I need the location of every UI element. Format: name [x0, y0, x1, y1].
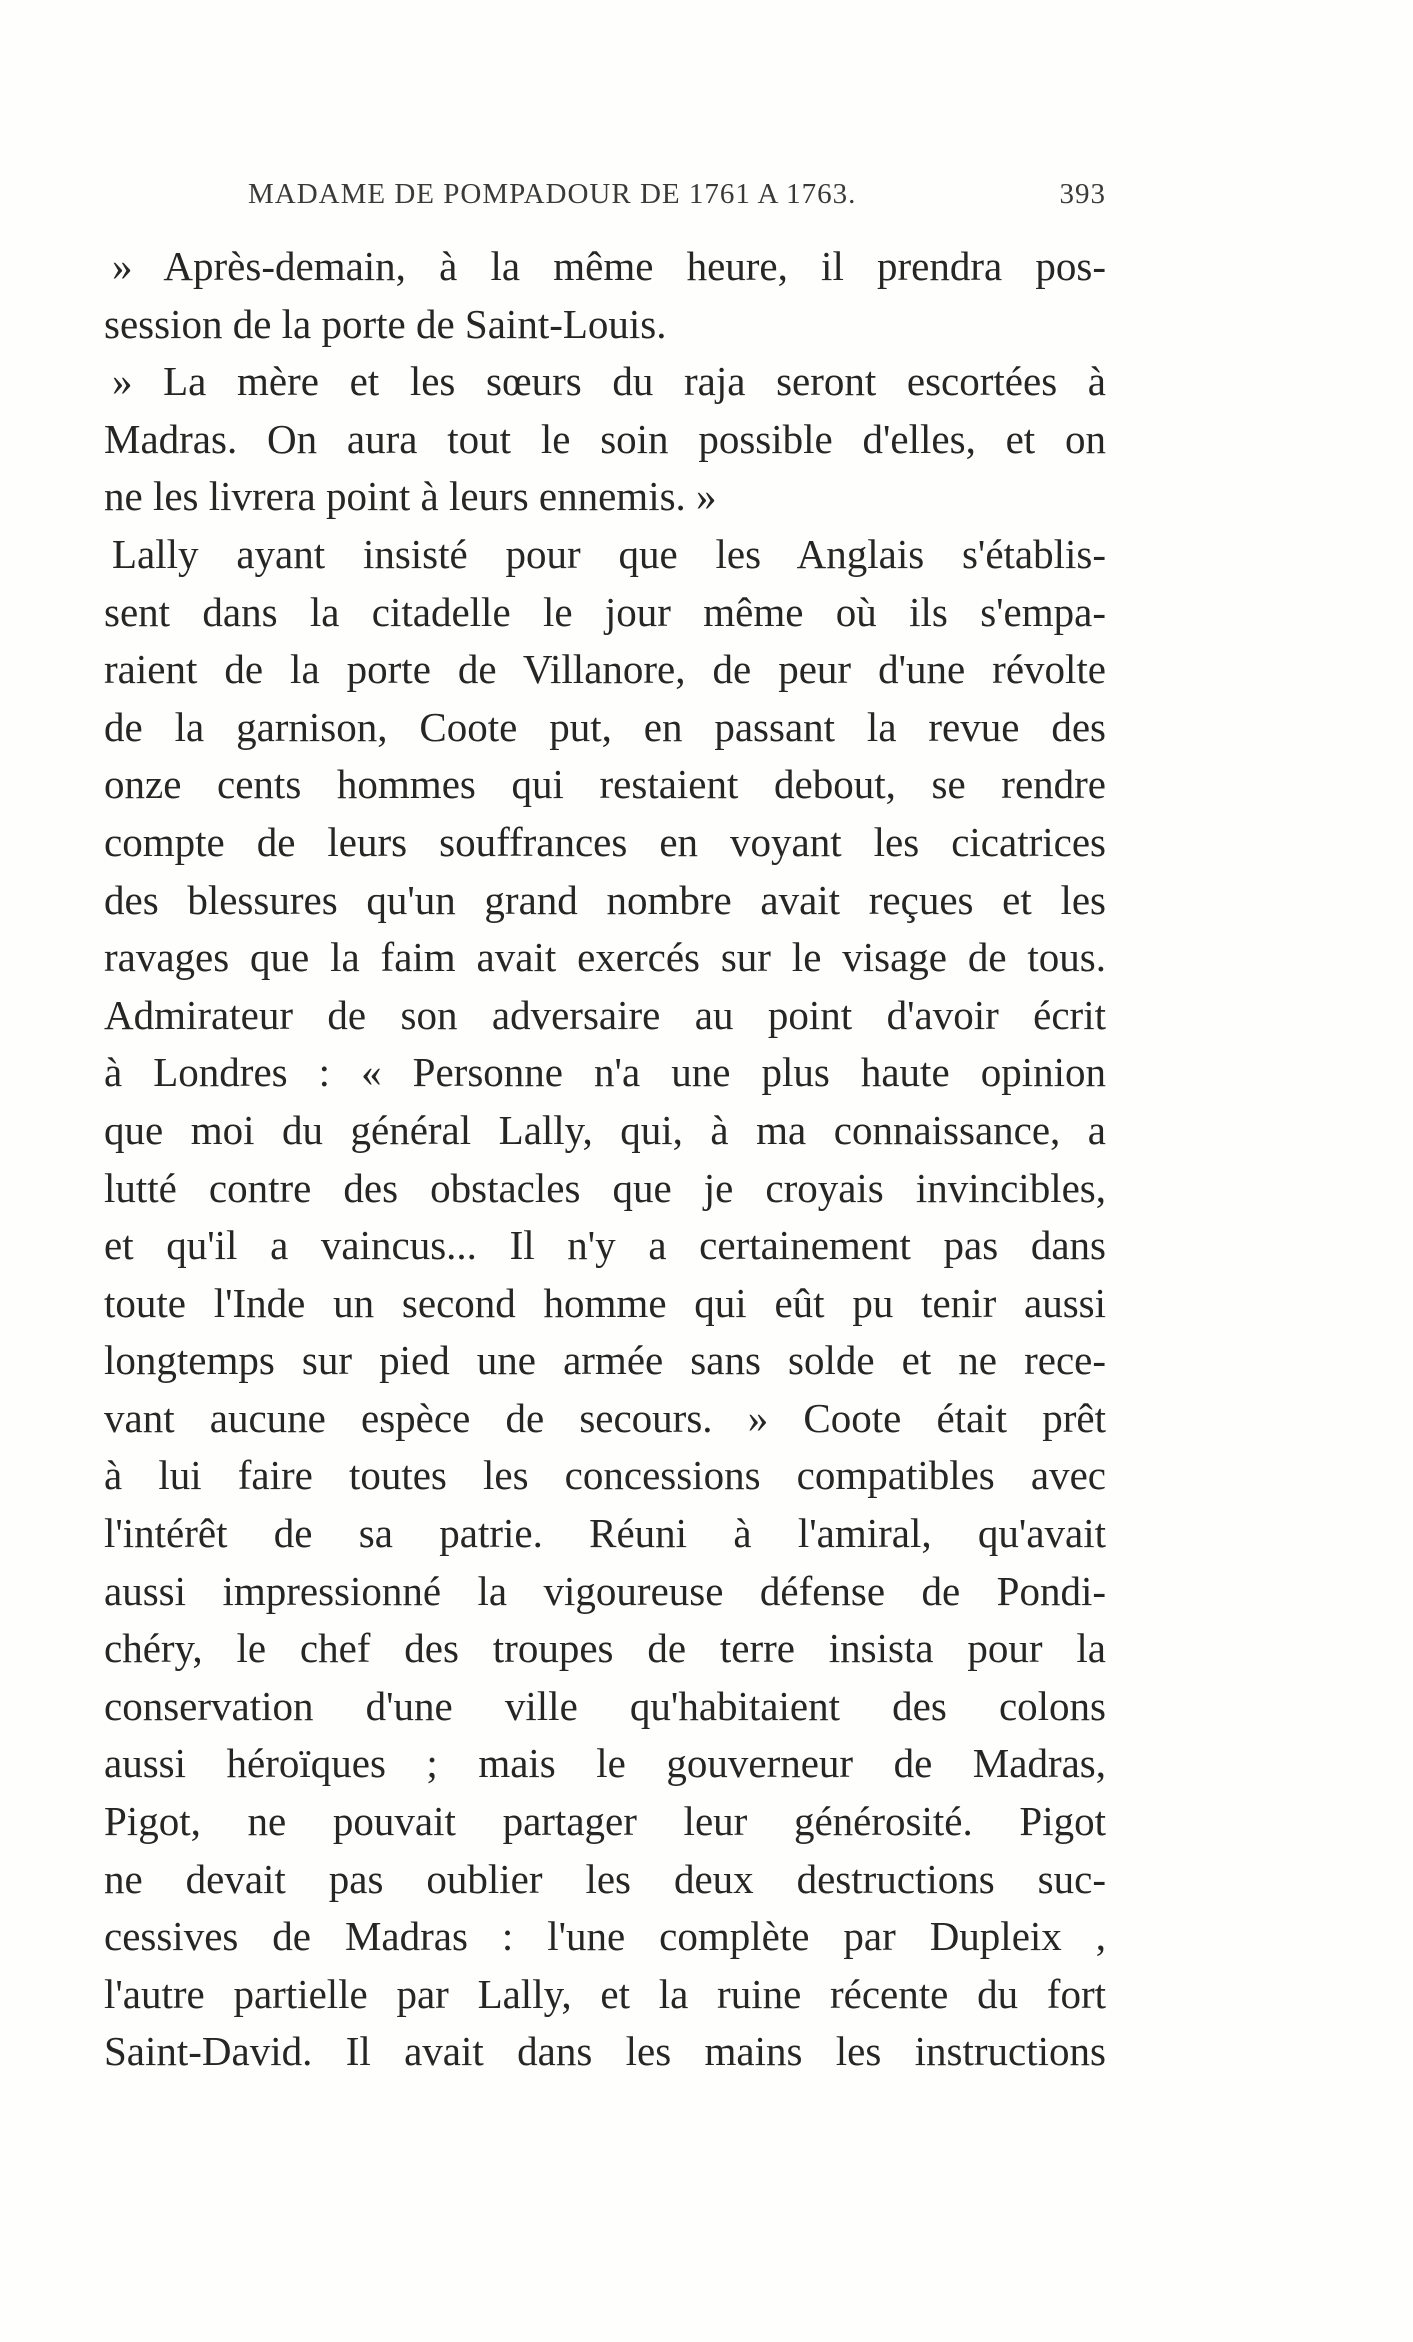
text-line: sent dans la citadelle le jour même où ils s'empa- — [104, 588, 1106, 635]
running-head — [248, 178, 1106, 218]
text-line: onze cents hommes qui restaient debout, se rendre — [104, 761, 1106, 808]
text-line: toute l'Inde un second homme qui eût pu tenir aussi — [104, 1279, 1106, 1326]
text-line: ravages que la faim avait exercés sur le visage de tous. — [104, 934, 1106, 981]
text-line: chéry, le chef des troupes de terre insista pour la — [104, 1625, 1106, 1672]
text-line: aussi impressionné la vigoureuse défense de Pondi- — [104, 1567, 1106, 1614]
text-line: Madras. On aura tout le soin possible d'elles, et on — [104, 415, 1106, 462]
text-line: longtemps sur pied une armée sans solde et ne rece- — [104, 1337, 1106, 1384]
text-line: Saint-David. Il avait dans les mains les instructions — [104, 2028, 1106, 2075]
text-line: ne devait pas oublier les deux destructions suc- — [104, 1855, 1106, 1902]
text-line: vant aucune espèce de secours. » Coote était prêt — [104, 1394, 1106, 1441]
text-line: aussi héroïques ; mais le gouverneur de Madras, — [104, 1740, 1106, 1787]
body-text — [104, 238, 1106, 2081]
text-line: Admirateur de son adversaire au point d'avoir écrit — [104, 991, 1106, 1038]
text-line: que moi du général Lally, qui, à ma connaissance, a — [104, 1106, 1106, 1153]
text-line: lutté contre des obstacles que je croyais invincibles, — [104, 1164, 1106, 1211]
text-line: l'autre partielle par Lally, et la ruine récente du fort — [104, 1970, 1106, 2017]
text-line: compte de leurs souffrances en voyant les cicatrices — [104, 818, 1106, 865]
text-line: à Londres : « Personne n'a une plus haute opinion — [104, 1049, 1106, 1096]
text-line: l'intérêt de sa patrie. Réuni à l'amiral, qu'avait — [104, 1510, 1106, 1557]
text-line: des blessures qu'un grand nombre avait reçues et les — [104, 876, 1106, 923]
page-number: 393 — [1059, 178, 1106, 210]
text-line: Lally ayant insisté pour que les Anglais s'établis- — [112, 530, 1106, 577]
text-line: » La mère et les sœurs du raja seront escortées à — [112, 358, 1106, 405]
text-line: et qu'il a vaincus... Il n'y a certainement pas dans — [104, 1222, 1106, 1269]
text-line: Pigot, ne pouvait partager leur générosité. Pigot — [104, 1798, 1106, 1845]
text-line: raient de la porte de Villanore, de peur d'une révolte — [104, 646, 1106, 693]
text-line: de la garnison, Coote put, en passant la revue des — [104, 703, 1106, 750]
text-line: cessives de Madras : l'une complète par Dupleix , — [104, 1913, 1106, 1960]
text-line: conservation d'une ville qu'habitaient des colons — [104, 1682, 1106, 1729]
text-line: session de la porte de Saint-Louis. — [104, 300, 667, 347]
running-title: MADAME DE POMPADOUR DE 1761 A 1763. — [248, 178, 857, 210]
text-line: ne les livrera point à leurs ennemis. » — [104, 473, 717, 520]
text-line: à lui faire toutes les concessions compatibles avec — [104, 1452, 1106, 1499]
text-line: » Après-demain, à la même heure, il prendra pos- — [112, 243, 1106, 289]
